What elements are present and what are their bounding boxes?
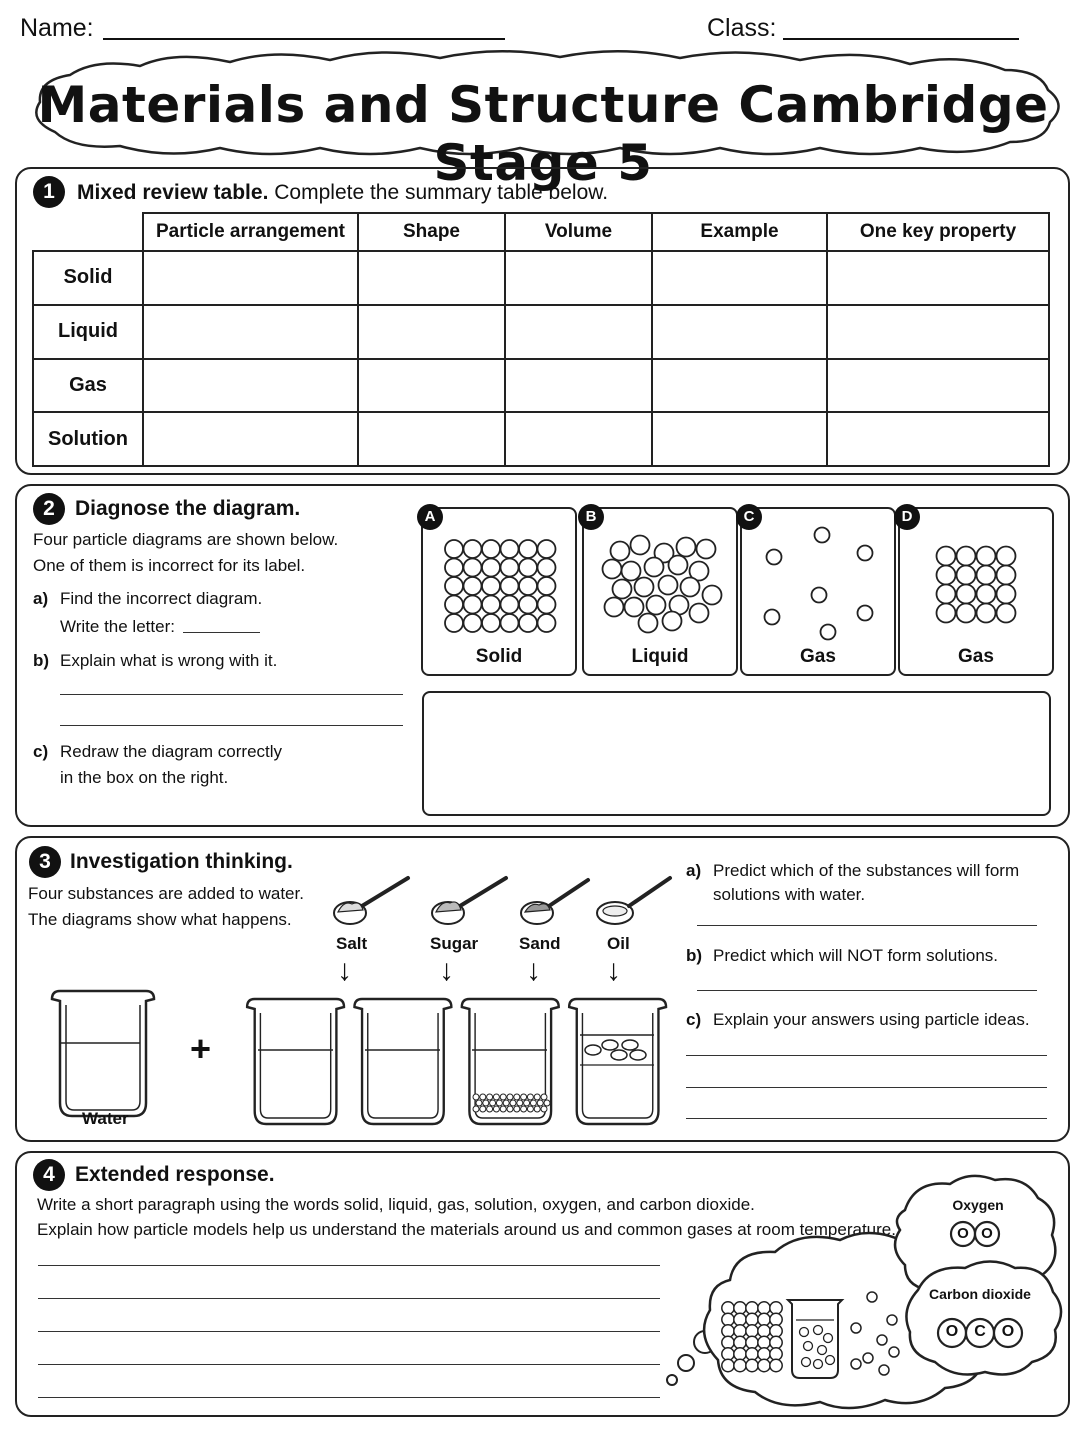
particle <box>867 1292 877 1302</box>
particle <box>770 1325 782 1337</box>
oil-beaker-icon <box>569 999 666 1124</box>
panel-a-letter-badge: A <box>417 504 443 530</box>
oil-spoon-icon <box>597 878 670 924</box>
particle <box>746 1325 758 1337</box>
q3c-answer-line-2[interactable] <box>686 1087 1047 1088</box>
section-4-instruction-2: Explain how particle models help us understand the materials around us and common gases at room temperature. <box>37 1220 896 1239</box>
beakers-illustration <box>40 985 670 1120</box>
particle <box>937 604 956 623</box>
particle <box>703 586 722 605</box>
q2a-marker: a) <box>33 589 49 608</box>
particle <box>519 577 537 595</box>
arrow-down-icon: ↓ <box>606 954 621 987</box>
sand-grain <box>480 1094 486 1100</box>
section-3-intro-2: The diagrams show what happens. <box>28 910 292 929</box>
section-2-intro-1: Four particle diagrams are shown below. <box>33 530 339 549</box>
particle <box>613 580 632 599</box>
answer-cell[interactable] <box>143 251 358 305</box>
particle <box>814 1326 823 1335</box>
particle <box>622 562 641 581</box>
particle <box>445 614 463 632</box>
panel-b-label: Liquid <box>631 646 689 667</box>
sand-spoon-icon <box>521 880 588 924</box>
particle <box>538 614 556 632</box>
spoons-illustration <box>320 868 700 938</box>
q3c-answer-line-3[interactable] <box>686 1118 1047 1119</box>
particle <box>445 540 463 558</box>
particle <box>681 578 700 597</box>
particle <box>464 577 482 595</box>
section-1-instruction: Complete the summary table below. <box>274 181 609 204</box>
particle <box>519 559 537 577</box>
answer-cell[interactable] <box>358 412 505 466</box>
answer-cell[interactable] <box>827 412 1049 466</box>
table-row <box>33 412 1049 466</box>
diagram-panel-c <box>740 507 896 676</box>
section-3-number-badge: 3 <box>29 846 61 878</box>
particle <box>538 596 556 614</box>
particle <box>464 540 482 558</box>
diagram-panel-a <box>421 507 577 676</box>
sand-grain <box>473 1106 479 1112</box>
sand-grain <box>476 1100 482 1106</box>
particle <box>464 596 482 614</box>
particle <box>538 577 556 595</box>
solid-cube-particles <box>722 1302 782 1372</box>
sand-grain <box>500 1094 506 1100</box>
table-row <box>33 251 1049 305</box>
particle <box>937 547 956 566</box>
arrow-down-icon: ↓ <box>439 954 454 987</box>
column-header-particle-arrangement: Particle arrangement <box>143 213 358 251</box>
answer-cell[interactable] <box>652 359 827 413</box>
answer-cell[interactable] <box>652 251 827 305</box>
paragraph-answer-line-1[interactable] <box>38 1265 660 1266</box>
particle <box>824 1334 833 1343</box>
particle <box>851 1359 861 1369</box>
salt-beaker-icon <box>247 999 344 1124</box>
sand-grain <box>500 1106 506 1112</box>
q2b-answer-line-1[interactable] <box>60 694 403 695</box>
particle <box>631 536 650 555</box>
particle <box>758 1325 770 1337</box>
particle <box>889 1347 899 1357</box>
q3a-answer-line[interactable] <box>697 925 1037 926</box>
column-header-key-property: One key property <box>827 213 1049 251</box>
substance-label-sand: Sand <box>519 934 561 953</box>
answer-cell[interactable] <box>652 305 827 359</box>
answer-cell[interactable] <box>827 305 1049 359</box>
arrow-down-icon: ↓ <box>337 954 352 987</box>
particle <box>734 1336 746 1348</box>
answer-cell[interactable] <box>505 412 652 466</box>
paragraph-answer-line-4[interactable] <box>38 1364 660 1365</box>
q3c-answer-line-1[interactable] <box>686 1055 1047 1056</box>
particle <box>937 585 956 604</box>
section-4-title: Extended response. <box>75 1163 275 1186</box>
particle <box>501 577 519 595</box>
answer-cell[interactable] <box>358 251 505 305</box>
q3c-text: Explain your answers using particle ideas. <box>713 1010 1030 1029</box>
particle <box>858 606 873 621</box>
sand-grain <box>544 1100 550 1106</box>
particle <box>538 559 556 577</box>
sand-grain <box>493 1106 499 1112</box>
section-3-title: Investigation thinking. <box>70 850 293 873</box>
particle <box>746 1302 758 1314</box>
answer-cell[interactable] <box>143 359 358 413</box>
substance-label-oil: Oil <box>607 934 630 953</box>
co2-atom-oxygen-2: O <box>1001 1323 1015 1340</box>
row-header-liquid: Liquid <box>33 305 143 359</box>
row-header-solution: Solution <box>33 412 143 466</box>
section-4-instruction-1: Write a short paragraph using the words solid, liquid, gas, solution, oxygen, and carbon dioxide. <box>37 1195 755 1214</box>
sand-grain <box>527 1106 533 1112</box>
q2c-text-2: in the box on the right. <box>60 768 229 787</box>
particle <box>697 540 716 559</box>
particle <box>482 540 500 558</box>
answer-cell[interactable] <box>505 251 652 305</box>
q2b-answer-line-2[interactable] <box>60 725 403 726</box>
particle <box>746 1359 758 1371</box>
class-label: Class: <box>707 14 777 42</box>
particle <box>647 596 666 615</box>
particle <box>858 546 873 561</box>
substance-label-sugar: Sugar <box>430 934 479 953</box>
particle <box>677 538 696 557</box>
panel-c-letter-badge: C <box>736 504 762 530</box>
particle <box>812 588 827 603</box>
sand-grain <box>517 1100 523 1106</box>
q2c-marker: c) <box>33 742 49 761</box>
particle <box>770 1313 782 1325</box>
q2b-marker: b) <box>33 651 50 670</box>
name-label: Name: <box>20 14 94 42</box>
particle <box>997 585 1016 604</box>
particle <box>625 598 644 617</box>
sand-grain <box>483 1100 489 1106</box>
particle <box>821 625 836 640</box>
table-row <box>33 305 1049 359</box>
particle <box>957 604 976 623</box>
sand-grain <box>496 1100 502 1106</box>
particle <box>770 1348 782 1360</box>
section-1-title: Mixed review table. <box>77 181 269 204</box>
q3a-text-1: Predict which of the substances will form <box>713 861 1020 880</box>
sand-grain <box>487 1094 493 1100</box>
particle <box>800 1328 809 1337</box>
arrow-down-icon: ↓ <box>526 954 541 987</box>
particle <box>722 1359 734 1371</box>
section-2-number-badge: 2 <box>33 493 65 525</box>
particle <box>887 1315 897 1325</box>
particle <box>851 1323 861 1333</box>
table-header-row <box>33 213 1049 251</box>
particle <box>997 566 1016 585</box>
q2b-text: Explain what is wrong with it. <box>60 651 278 670</box>
co2-atom-carbon: C <box>974 1323 986 1340</box>
sand-grain <box>493 1094 499 1100</box>
particle <box>611 542 630 561</box>
substance-label-salt: Salt <box>336 934 368 953</box>
particle <box>734 1325 746 1337</box>
particle <box>734 1313 746 1325</box>
summary-table <box>32 212 1050 467</box>
q3b-answer-line[interactable] <box>697 990 1037 991</box>
sand-grain <box>530 1100 536 1106</box>
answer-cell[interactable] <box>143 412 358 466</box>
particle <box>519 614 537 632</box>
particle <box>482 614 500 632</box>
panel-d-letter-badge: D <box>894 504 920 530</box>
row-header-solid: Solid <box>33 251 143 305</box>
paragraph-answer-line-5[interactable] <box>38 1397 660 1398</box>
section-1-heading <box>77 181 608 205</box>
particle <box>758 1348 770 1360</box>
q3a-text-2: solutions with water. <box>713 885 866 904</box>
panel-c-label: Gas <box>800 646 836 667</box>
water-label: Water <box>82 1109 129 1128</box>
sand-grain <box>514 1094 520 1100</box>
sand-grain <box>514 1106 520 1112</box>
oxygen-atom-2: O <box>981 1225 993 1242</box>
paragraph-answer-line-3[interactable] <box>38 1331 660 1332</box>
row-header-gas: Gas <box>33 359 143 413</box>
particle <box>977 585 996 604</box>
answer-cell[interactable] <box>505 359 652 413</box>
particle <box>746 1336 758 1348</box>
particle <box>937 566 956 585</box>
sand-grain <box>487 1106 493 1112</box>
oxygen-label: Oxygen <box>952 1197 1004 1213</box>
sand-grain <box>490 1100 496 1106</box>
particle <box>770 1336 782 1348</box>
particle <box>722 1313 734 1325</box>
particle <box>977 566 996 585</box>
small-beaker-icon <box>788 1300 842 1378</box>
particle <box>690 604 709 623</box>
particle <box>957 566 976 585</box>
sand-beaker-icon <box>462 999 559 1124</box>
sand-grain <box>480 1106 486 1112</box>
particle <box>826 1356 835 1365</box>
particle <box>722 1336 734 1348</box>
particle <box>815 528 830 543</box>
sand-grain <box>534 1094 540 1100</box>
answer-cell[interactable] <box>143 305 358 359</box>
particle <box>445 559 463 577</box>
oxygen-atom-1: O <box>957 1225 969 1242</box>
particle <box>605 598 624 617</box>
sand-grain <box>537 1100 543 1106</box>
answer-cell[interactable] <box>358 359 505 413</box>
table-row <box>33 359 1049 413</box>
particle <box>804 1342 813 1351</box>
table-corner-cell <box>33 213 143 251</box>
particle <box>997 547 1016 566</box>
q2a-text-2: Write the letter: <box>60 617 175 636</box>
particle <box>758 1302 770 1314</box>
column-header-volume: Volume <box>505 213 652 251</box>
particle <box>746 1348 758 1360</box>
particle <box>519 540 537 558</box>
particle <box>464 614 482 632</box>
particle <box>767 550 782 565</box>
particle <box>722 1325 734 1337</box>
particle <box>482 596 500 614</box>
q3b-text: Predict which will NOT form solutions. <box>713 946 998 965</box>
sand-grain <box>527 1094 533 1100</box>
particle <box>802 1358 811 1367</box>
answer-cell[interactable] <box>827 251 1049 305</box>
letter-answer-line[interactable] <box>183 632 260 633</box>
q3c-marker: c) <box>686 1010 702 1029</box>
salt-spoon-icon <box>334 878 408 924</box>
paragraph-answer-line-2[interactable] <box>38 1298 660 1299</box>
column-header-shape: Shape <box>358 213 505 251</box>
particle <box>639 614 658 633</box>
particle <box>758 1313 770 1325</box>
particle <box>814 1360 823 1369</box>
co2-atom-oxygen-1: O <box>945 1323 959 1340</box>
page-title: Materials and Structure Cambridge Stage 5 <box>37 76 1049 192</box>
particle <box>538 540 556 558</box>
particle <box>501 596 519 614</box>
sand-grain <box>521 1106 527 1112</box>
particle <box>445 577 463 595</box>
section-4-number-badge: 4 <box>33 1159 65 1191</box>
section-3-intro-1: Four substances are added to water. <box>28 884 304 903</box>
sand-grain <box>507 1094 513 1100</box>
particle <box>645 558 664 577</box>
q2a-text-1: Find the incorrect diagram. <box>60 589 263 608</box>
particle <box>977 604 996 623</box>
section-2-intro-2: One of them is incorrect for its label. <box>33 556 306 575</box>
particle <box>758 1336 770 1348</box>
sugar-spoon-icon <box>432 878 506 924</box>
diagram-panel-d <box>898 507 1054 676</box>
particle <box>669 556 688 575</box>
particle <box>765 610 780 625</box>
particle <box>445 596 463 614</box>
particle <box>734 1348 746 1360</box>
particle <box>877 1335 887 1345</box>
particle <box>659 576 678 595</box>
diagram-panel-b <box>582 507 738 676</box>
q3a-marker: a) <box>686 861 702 880</box>
particle <box>977 547 996 566</box>
particle <box>501 559 519 577</box>
particle <box>818 1346 827 1355</box>
particle <box>482 577 500 595</box>
sand-grain <box>534 1106 540 1112</box>
section-2-title: Diagnose the diagram. <box>75 497 301 520</box>
particle <box>863 1353 873 1363</box>
particle <box>501 614 519 632</box>
particle <box>758 1359 770 1371</box>
particle <box>482 559 500 577</box>
answer-cell[interactable] <box>827 359 1049 413</box>
particle <box>722 1348 734 1360</box>
particle <box>603 560 622 579</box>
particle <box>997 604 1016 623</box>
sand-grain <box>503 1100 509 1106</box>
q2c-text-1: Redraw the diagram correctly <box>60 742 283 761</box>
sand-grain <box>541 1094 547 1100</box>
sand-grain <box>521 1094 527 1100</box>
answer-cell[interactable] <box>358 305 505 359</box>
answer-cell[interactable] <box>505 305 652 359</box>
panel-b-letter-badge: B <box>578 504 604 530</box>
particle <box>734 1302 746 1314</box>
particle <box>519 596 537 614</box>
sugar-beaker-icon <box>354 999 451 1124</box>
redraw-box[interactable] <box>422 691 1051 816</box>
water-beaker-icon <box>52 991 154 1116</box>
carbon-dioxide-label: Carbon dioxide <box>929 1286 1031 1302</box>
particle <box>746 1313 758 1325</box>
plus-sign: + <box>190 1028 212 1069</box>
panel-d-label: Gas <box>958 646 994 667</box>
particle <box>957 547 976 566</box>
section-1-number-badge: 1 <box>33 176 65 208</box>
sand-grain <box>541 1106 547 1112</box>
column-header-example: Example <box>652 213 827 251</box>
particle <box>957 585 976 604</box>
answer-cell[interactable] <box>652 412 827 466</box>
particle <box>770 1302 782 1314</box>
q3b-marker: b) <box>686 946 703 965</box>
particle <box>635 578 654 597</box>
sand-grain <box>510 1100 516 1106</box>
sand-grain <box>524 1100 530 1106</box>
panel-a-label: Solid <box>475 646 523 667</box>
particle <box>722 1302 734 1314</box>
sand-grain <box>507 1106 513 1112</box>
particle <box>770 1359 782 1371</box>
particle <box>663 612 682 631</box>
sand-grain <box>473 1094 479 1100</box>
particle <box>464 559 482 577</box>
particle <box>501 540 519 558</box>
particle <box>879 1365 889 1375</box>
particle <box>734 1359 746 1371</box>
